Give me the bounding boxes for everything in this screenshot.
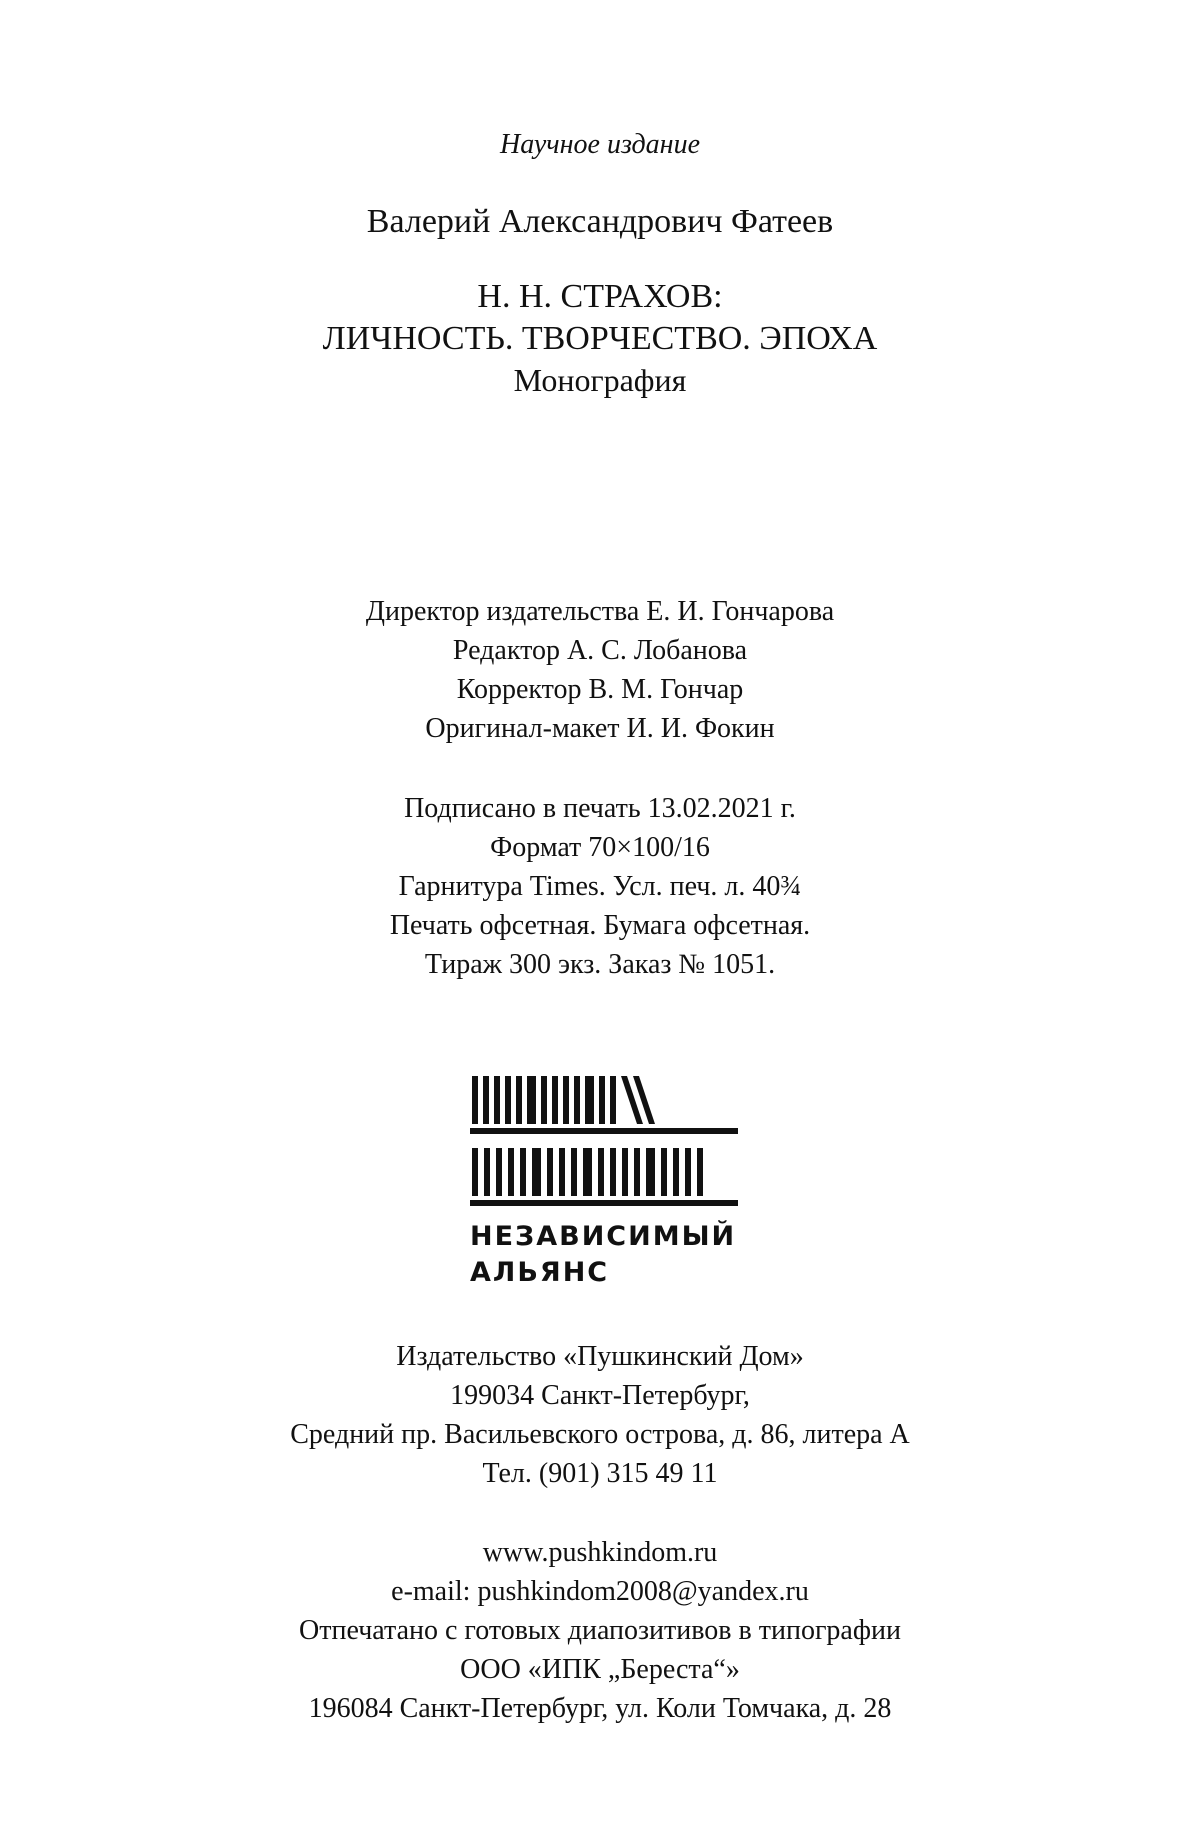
print-format: Формат 70×100/16 <box>490 832 710 863</box>
logo-bar <box>532 1148 541 1196</box>
logo-bar <box>520 1148 526 1196</box>
logo-bar <box>598 1148 604 1196</box>
logo-bar <box>697 1148 703 1196</box>
author-name: Валерий Александрович Фатеев <box>366 203 834 240</box>
logo-bar <box>685 1148 691 1196</box>
logo-bar <box>484 1148 490 1196</box>
credit-layout: Оригинал-макет И. И. Фокин <box>425 713 775 744</box>
logo-bar <box>599 1076 605 1124</box>
printer-note: Отпечатано с готовых диапозитивов в типографии <box>299 1615 901 1646</box>
logo-bar <box>622 1148 628 1196</box>
logo-bar <box>634 1148 640 1196</box>
logo-bar <box>610 1148 616 1196</box>
logo-bar <box>516 1076 522 1124</box>
print-signed-date: Подписано в печать 13.02.2021 г. <box>404 793 796 824</box>
logo-bar <box>563 1076 569 1124</box>
print-paper: Печать офсетная. Бумага офсетная. <box>389 910 811 941</box>
logo-text-line-1: НЕЗАВИСИМЫЙ <box>470 1221 737 1252</box>
logo-bar <box>508 1148 514 1196</box>
printer-name: ООО «ИПК „Береста“» <box>460 1654 740 1685</box>
logo-bar <box>661 1148 667 1196</box>
credit-editor: Редактор А. С. Лобанова <box>452 635 748 666</box>
logo-bar <box>494 1076 500 1124</box>
edition-type: Научное издание <box>500 129 700 160</box>
logo-bar <box>574 1076 580 1124</box>
logo-rule-bottom <box>470 1200 738 1206</box>
logo-bar <box>583 1148 592 1196</box>
book-title-line-2: ЛИЧНОСТЬ. ТВОРЧЕСТВО. ЭПОХА <box>322 320 878 357</box>
book-genre: Монография <box>513 362 687 398</box>
logo-bar <box>527 1076 536 1124</box>
print-typeface: Гарнитура Times. Усл. печ. л. 40¾ <box>398 871 802 902</box>
print-run: Тираж 300 экз. Заказ № 1051. <box>424 949 776 980</box>
logo-bar <box>472 1148 478 1196</box>
logo-top-bars <box>472 1076 655 1124</box>
logo-bottom-bars <box>472 1148 703 1196</box>
logo-bar <box>496 1148 502 1196</box>
logo-bar <box>483 1076 489 1124</box>
logo-bars-graphic <box>470 1072 740 1222</box>
logo-bar <box>552 1076 558 1124</box>
logo-bar <box>673 1148 679 1196</box>
logo-bar <box>610 1076 616 1124</box>
printer-address: 196084 Санкт-Петербург, ул. Коли Томчака, д. 28 <box>308 1693 892 1724</box>
logo-text-line-2: АЛЬЯНС <box>470 1257 610 1288</box>
publisher-website: www.pushkindom.ru <box>482 1537 718 1568</box>
publisher-phone: Тел. (901) 315 49 11 <box>482 1458 718 1489</box>
publisher-address: Средний пр. Васильевского острова, д. 86, литера А <box>290 1419 910 1450</box>
logo-bar <box>585 1076 594 1124</box>
publisher-city: 199034 Санкт-Петербург, <box>450 1380 750 1411</box>
logo-bar <box>505 1076 511 1124</box>
book-title-line-1: Н. Н. СТРАХОВ: <box>477 278 723 315</box>
logo-rule-top <box>470 1128 738 1134</box>
publisher-name: Издательство «Пушкинский Дом» <box>396 1341 804 1372</box>
credit-director: Директор издательства Е. И. Гончарова <box>365 596 835 627</box>
logo-bar <box>541 1076 547 1124</box>
credit-proofreader: Корректор В. М. Гончар <box>456 674 744 705</box>
logo-bar <box>472 1076 478 1124</box>
logo-bar <box>646 1148 655 1196</box>
publisher-logo <box>470 1072 740 1292</box>
logo-bar <box>571 1148 577 1196</box>
logo-bar <box>559 1148 565 1196</box>
logo-bar <box>547 1148 553 1196</box>
publisher-email: e-mail: pushkindom2008@yandex.ru <box>391 1576 809 1607</box>
